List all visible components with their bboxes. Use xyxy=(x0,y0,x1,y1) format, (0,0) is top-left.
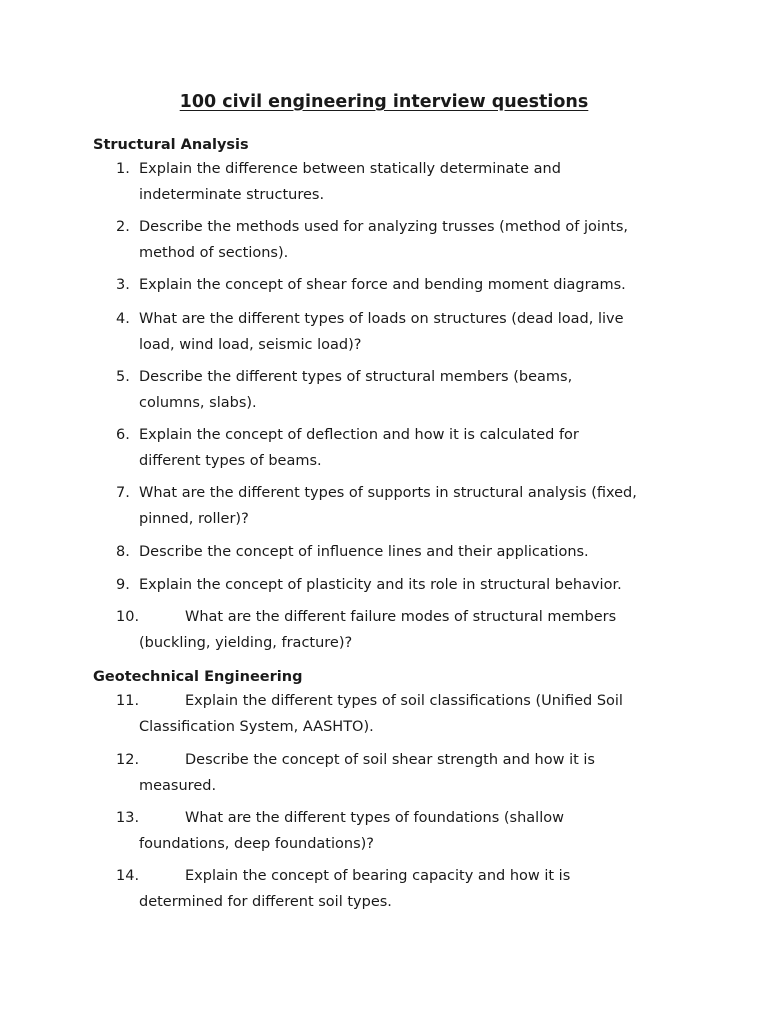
item-text-line: columns, slabs). xyxy=(139,394,257,411)
item-number: 4. xyxy=(116,311,130,327)
item-text-line: Explain the concept of bearing capacity and how it is xyxy=(185,868,571,884)
item-text-line: load, wind load, seismic load)? xyxy=(139,336,362,353)
item-text-line: What are the different failure modes of structural members xyxy=(185,609,617,625)
item-number: 11. xyxy=(116,693,140,709)
item-text-line: Explain the difference between statically determinate and xyxy=(139,161,561,177)
item-number: 14. xyxy=(116,868,140,884)
item-text-line: Explain the concept of plasticity and its role in structural behavior. xyxy=(139,577,622,593)
item-text-line: Describe the concept of influence lines and their applications. xyxy=(139,544,589,560)
item-text-line xyxy=(139,605,684,631)
item-number: 13. xyxy=(116,810,140,826)
item-text-line: Explain the different types of soil classifications (Unified Soil xyxy=(185,693,623,709)
section-heading-geotechnical-engineering: Geotechnical Engineering xyxy=(93,669,303,685)
item-text-line: What are the different types of foundations (shallow xyxy=(185,810,564,826)
item-text-line: measured. xyxy=(139,777,217,794)
item-text-line xyxy=(139,806,684,832)
item-text-line: pinned, roller)? xyxy=(139,510,249,527)
item-text-line: Explain the concept of deflection and how it is calculated for xyxy=(139,427,579,443)
item-text-line: indeterminate structures. xyxy=(139,186,325,203)
item-text-line: Explain the concept of shear force and bending moment diagrams. xyxy=(139,277,626,293)
item-number: 3. xyxy=(116,277,130,293)
item-text-line: What are the different types of supports in structural analysis (fixed, xyxy=(139,485,637,501)
item-number: 5. xyxy=(116,369,130,385)
item-number: 6. xyxy=(116,427,130,443)
item-number: 9. xyxy=(116,577,130,593)
item-text-line: foundations, deep foundations)? xyxy=(139,835,374,852)
item-text-line: What are the different types of loads on structures (dead load, live xyxy=(139,311,624,327)
page-title: 100 civil engineering interview questions xyxy=(179,92,589,112)
item-number: 10. xyxy=(116,609,140,625)
item-text-line: Describe the concept of soil shear strength and how it is xyxy=(185,752,595,768)
item-text-line: Describe the methods used for analyzing trusses (method of joints, xyxy=(139,219,628,235)
item-text-line xyxy=(139,689,684,715)
item-text-line xyxy=(139,864,684,890)
item-text-line: (buckling, yielding, fracture)? xyxy=(139,634,353,651)
item-number: 12. xyxy=(116,752,140,768)
item-text-line: determined for different soil types. xyxy=(139,893,392,910)
item-number: 1. xyxy=(116,161,130,177)
item-number: 7. xyxy=(116,485,130,501)
section-heading-structural-analysis: Structural Analysis xyxy=(93,137,249,153)
item-text-line: Describe the different types of structural members (beams, xyxy=(139,369,573,385)
item-text-line xyxy=(139,748,684,774)
item-number: 2. xyxy=(116,219,130,235)
item-number: 8. xyxy=(116,544,130,560)
item-text-line: method of sections). xyxy=(139,244,289,261)
item-text-line: Classification System, AASHTO). xyxy=(139,718,374,735)
item-text-line: different types of beams. xyxy=(139,452,322,469)
